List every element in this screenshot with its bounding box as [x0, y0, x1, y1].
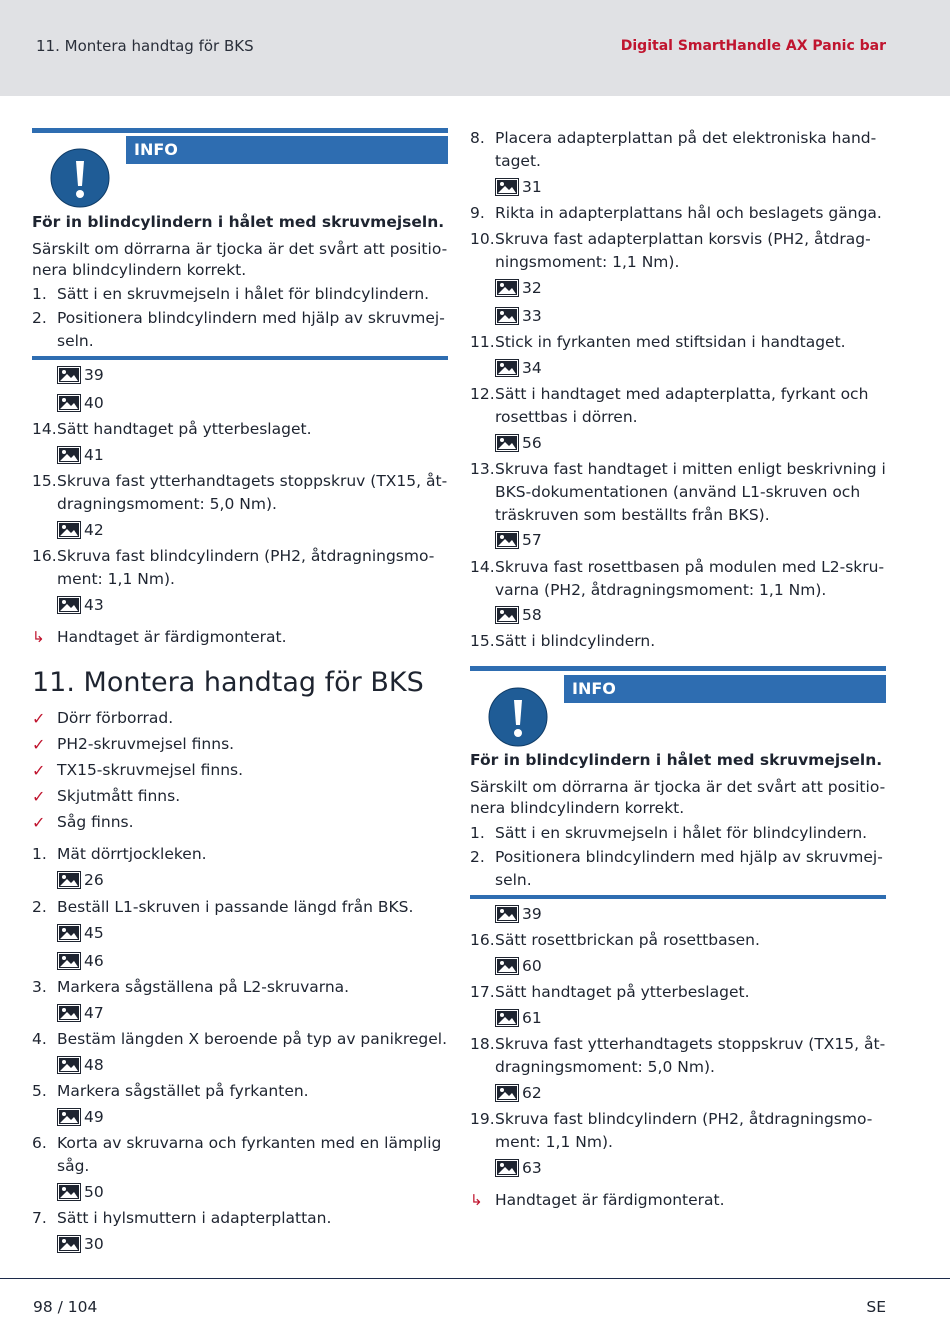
step-text: Sätt i blindcylindern. — [495, 632, 656, 650]
checkmark-icon: ✓ — [32, 735, 46, 754]
image-icon — [57, 1183, 81, 1201]
image-icon — [495, 1084, 519, 1102]
image-icon — [57, 366, 81, 384]
image-icon — [57, 1004, 81, 1022]
step-text: Sätt i en skruvmejseln i hålet för blindcylindern. — [57, 285, 430, 303]
step-text: Korta av skruvarna och fyrkanten med en lämplig såg. — [57, 1134, 442, 1175]
return-arrow-icon: ↳ — [470, 1191, 483, 1209]
step-number: 16. — [470, 931, 495, 949]
section-heading: 11. Montera handtag för BKS — [32, 667, 424, 698]
image-icon — [495, 434, 519, 452]
figure-ref[interactable] — [57, 444, 104, 466]
step-number: 14. — [470, 558, 495, 576]
info-box-top-border — [32, 128, 448, 133]
image-icon — [495, 905, 519, 923]
step-text: Skruva fast handtaget i mitten enligt beskrivning i BKS-dokumentationen (använd L1-skruven och träskruven som beställts från BKS). — [495, 460, 886, 524]
figure-number: 43 — [84, 596, 104, 614]
step-number: 15. — [470, 632, 495, 650]
figure-number: 33 — [522, 307, 542, 325]
figure-ref[interactable] — [495, 305, 542, 327]
image-icon — [57, 596, 81, 614]
figure-number: 39 — [84, 366, 104, 384]
info-box-bottom-border — [470, 895, 886, 899]
image-icon — [495, 178, 519, 196]
step-number: 3. — [32, 978, 47, 996]
figure-ref[interactable] — [495, 955, 542, 977]
step-number: 18. — [470, 1035, 495, 1053]
figure-ref[interactable] — [57, 519, 104, 541]
step-text: Skruva fast blindcylindern (PH2, åtdragningsmo- ment: 1,1 Nm). — [495, 1110, 873, 1151]
step-number: 1. — [32, 285, 47, 303]
step-text: Sätt handtaget på ytterbeslaget. — [57, 420, 312, 438]
step-number: 17. — [470, 983, 495, 1001]
step-number: 4. — [32, 1030, 47, 1048]
image-icon — [57, 394, 81, 412]
figure-number: 31 — [522, 178, 542, 196]
figure-ref[interactable] — [495, 1007, 542, 1029]
figure-ref[interactable] — [495, 176, 542, 198]
image-icon — [57, 924, 81, 942]
step-text: Sätt handtaget på ytterbeslaget. — [495, 983, 750, 1001]
step-number: 8. — [470, 129, 485, 147]
step-number: 2. — [32, 309, 47, 327]
info-paragraph-line: nera blindcylindern korrekt. — [470, 799, 685, 817]
figure-ref[interactable] — [57, 922, 104, 944]
step-text: Skruva fast ytterhandtagets stoppskruv (TX15, åt- dragningsmoment: 5,0 Nm). — [57, 472, 448, 513]
figure-number: 32 — [522, 279, 542, 297]
figure-ref[interactable] — [495, 529, 542, 551]
figure-ref[interactable] — [495, 1157, 542, 1179]
step-text: Skruva fast rosettbasen på modulen med L2-skru- varna (PH2, åtdragningsmoment: 1,1 Nm). — [495, 558, 885, 599]
figure-number: 60 — [522, 957, 542, 975]
step-number: 14. — [32, 420, 57, 438]
language-code: SE — [866, 1298, 886, 1316]
step-text: Skruva fast ytterhandtagets stoppskruv (TX15, åt- dragningsmoment: 5,0 Nm). — [495, 1035, 886, 1076]
result-text: Handtaget är färdigmonterat. — [57, 628, 287, 646]
figure-ref[interactable] — [57, 594, 104, 616]
figure-number: 48 — [84, 1056, 104, 1074]
image-icon — [57, 521, 81, 539]
figure-ref[interactable] — [495, 277, 542, 299]
figure-number: 63 — [522, 1159, 542, 1177]
figure-ref[interactable] — [495, 357, 542, 379]
image-icon — [495, 1159, 519, 1177]
step-number: 15. — [32, 472, 57, 490]
chapter-title: 11. Montera handtag för BKS — [36, 37, 254, 55]
step-text: Skruva fast blindcylindern (PH2, åtdragningsmo- ment: 1,1 Nm). — [57, 547, 435, 588]
figure-number: 50 — [84, 1183, 104, 1201]
checklist-text: PH2-skruvmejsel finns. — [57, 735, 235, 753]
figure-number: 26 — [84, 871, 104, 889]
step-number: 1. — [470, 824, 485, 842]
info-paragraph-line: nera blindcylindern korrekt. — [32, 261, 247, 279]
step-number: 9. — [470, 204, 485, 222]
figure-ref[interactable] — [57, 1106, 104, 1128]
step-text: Skruva fast adapterplattan korsvis (PH2, åtdrag- ningsmoment: 1,1 Nm). — [495, 230, 871, 271]
figure-number: 45 — [84, 924, 104, 942]
step-text: Sätt i en skruvmejseln i hålet för blindcylindern. — [495, 824, 868, 842]
figure-number: 62 — [522, 1084, 542, 1102]
result-text: Handtaget är färdigmonterat. — [495, 1191, 725, 1209]
figure-ref[interactable] — [57, 1233, 104, 1255]
product-name: Digital SmartHandle AX Panic bar — [620, 38, 886, 54]
step-number: 11. — [470, 333, 495, 351]
checkmark-icon: ✓ — [32, 787, 46, 806]
step-text: Sätt rosettbrickan på rosettbasen. — [495, 931, 760, 949]
step-text: Sätt i hylsmuttern i adapterplattan. — [57, 1209, 332, 1227]
step-text: Sätt i handtaget med adapterplatta, fyrkant och rosettbas i dörren. — [495, 385, 869, 426]
figure-ref[interactable] — [495, 903, 542, 925]
step-text: Beställ L1-skruven i passande längd från BKS. — [57, 898, 414, 916]
checklist-text: Dörr förborrad. — [57, 709, 174, 727]
info-bold-text: För in blindcylindern i hålet med skruvmejseln. — [470, 751, 883, 769]
figure-number: 49 — [84, 1108, 104, 1126]
step-number: 5. — [32, 1082, 47, 1100]
image-icon — [495, 307, 519, 325]
figure-ref[interactable] — [57, 1181, 104, 1203]
info-box-bottom-border — [32, 356, 448, 360]
figure-number: 61 — [522, 1009, 542, 1027]
figure-ref[interactable] — [57, 869, 104, 891]
info-paragraph-line: Särskilt om dörrarna är tjocka är det svårt att positio- — [32, 240, 448, 258]
step-text: Positionera blindcylindern med hjälp av skruvmej- seln. — [495, 848, 883, 889]
figure-number: 46 — [84, 952, 104, 970]
image-icon — [495, 531, 519, 549]
step-text: Markera sågstället på fyrkanten. — [57, 1082, 309, 1100]
step-text: Positionera blindcylindern med hjälp av skruvmej- seln. — [57, 309, 445, 350]
image-icon — [495, 606, 519, 624]
step-text: Bestäm längden X beroende på typ av panikregel. — [57, 1030, 448, 1048]
image-icon — [495, 279, 519, 297]
step-text: Mät dörrtjockleken. — [57, 845, 207, 863]
return-arrow-icon: ↳ — [32, 628, 45, 646]
image-icon — [57, 871, 81, 889]
checklist-text: Såg finns. — [57, 813, 134, 831]
figure-ref[interactable] — [57, 950, 104, 972]
figure-ref[interactable] — [57, 1054, 104, 1076]
info-bold-text: För in blindcylindern i hålet med skruvmejseln. — [32, 213, 445, 231]
image-icon — [57, 446, 81, 464]
figure-number: 56 — [522, 434, 542, 452]
info-label: INFO — [126, 136, 448, 164]
step-number: 12. — [470, 385, 495, 403]
figure-ref[interactable] — [495, 432, 542, 454]
image-icon — [495, 359, 519, 377]
step-text: Rikta in adapterplattans hål och beslagets gänga. — [495, 204, 882, 222]
figure-number: 39 — [522, 905, 542, 923]
page-header — [0, 0, 950, 96]
step-number: 2. — [470, 848, 485, 866]
step-number: 16. — [32, 547, 57, 565]
image-icon — [57, 952, 81, 970]
page-number: 98 / 104 — [33, 1298, 98, 1316]
step-number: 2. — [32, 898, 47, 916]
checkmark-icon: ✓ — [32, 761, 46, 780]
step-text: Markera sågställena på L2-skruvarna. — [57, 978, 350, 996]
step-number: 1. — [32, 845, 47, 863]
figure-number: 30 — [84, 1235, 104, 1253]
step-text: Stick in fyrkanten med stiftsidan i handtaget. — [495, 333, 846, 351]
figure-number: 47 — [84, 1004, 104, 1022]
image-icon — [57, 1235, 81, 1253]
figure-ref[interactable] — [495, 1082, 542, 1104]
image-icon — [495, 1009, 519, 1027]
checklist-text: Skjutmått finns. — [57, 787, 181, 805]
figure-number: 34 — [522, 359, 542, 377]
info-label: INFO — [564, 675, 886, 703]
image-icon — [495, 957, 519, 975]
checklist-text: TX15-skruvmejsel finns. — [57, 761, 244, 779]
step-text: Placera adapterplattan på det elektroniska hand- taget. — [495, 129, 877, 170]
info-paragraph-line: Särskilt om dörrarna är tjocka är det svårt att positio- — [470, 778, 886, 796]
step-number: 6. — [32, 1134, 47, 1152]
checkmark-icon: ✓ — [32, 813, 46, 832]
figure-number: 57 — [522, 531, 542, 549]
image-icon — [57, 1056, 81, 1074]
exclamation-circle-icon — [50, 148, 110, 208]
image-icon — [57, 1108, 81, 1126]
info-box-top-border — [470, 666, 886, 671]
step-number: 7. — [32, 1209, 47, 1227]
figure-ref[interactable] — [57, 392, 104, 414]
exclamation-circle-icon — [488, 687, 548, 747]
figure-ref[interactable] — [495, 604, 542, 626]
figure-number: 40 — [84, 394, 104, 412]
step-number: 13. — [470, 460, 495, 478]
step-number: 19. — [470, 1110, 495, 1128]
figure-ref[interactable] — [57, 364, 104, 386]
figure-number: 41 — [84, 446, 104, 464]
figure-number: 42 — [84, 521, 104, 539]
figure-number: 58 — [522, 606, 542, 624]
step-number: 10. — [470, 230, 495, 248]
figure-ref[interactable] — [57, 1002, 104, 1024]
footer-divider — [0, 1278, 950, 1279]
checkmark-icon: ✓ — [32, 709, 46, 728]
